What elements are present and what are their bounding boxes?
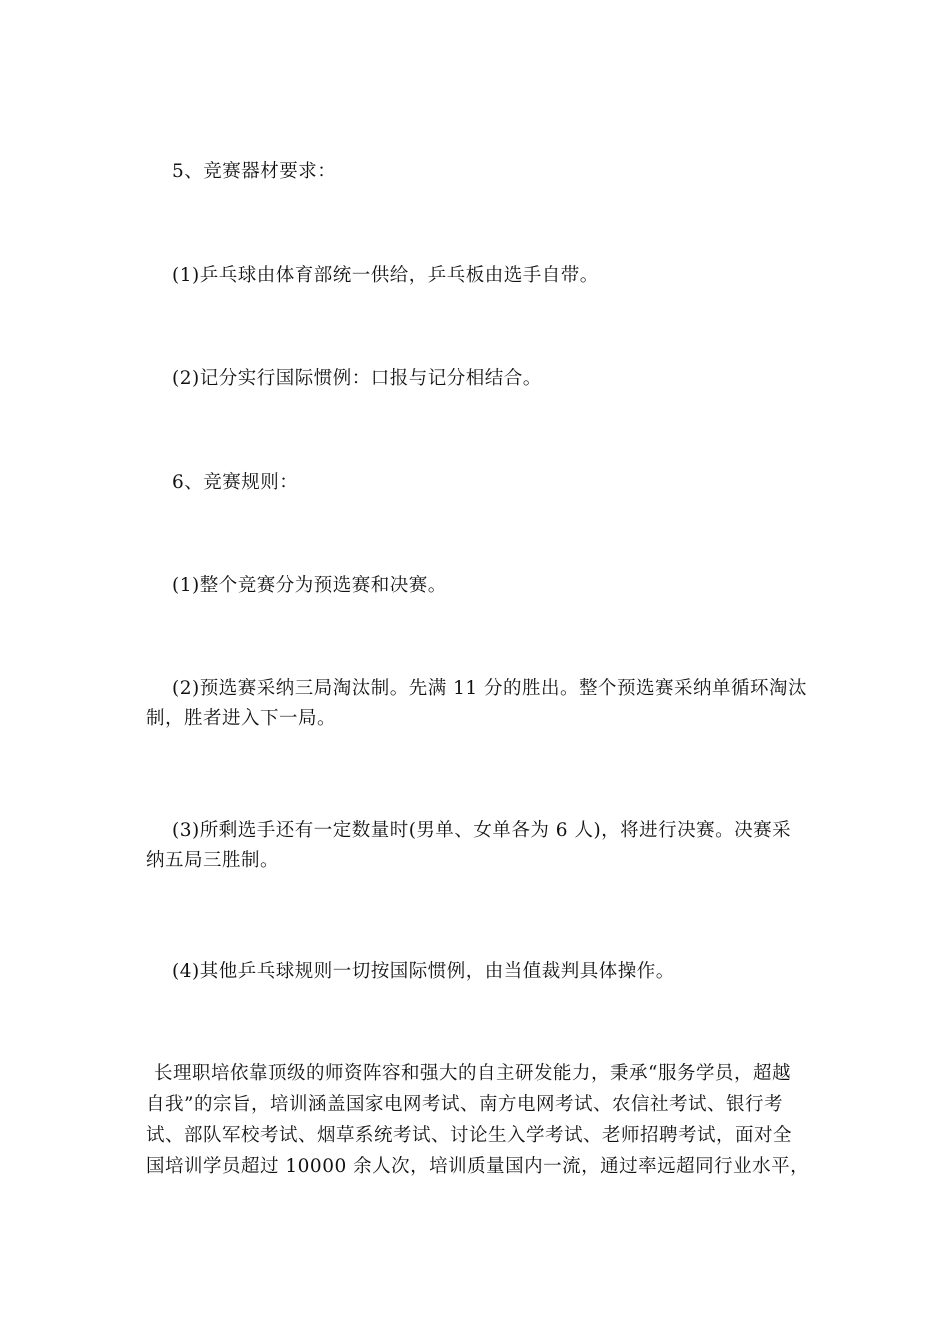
- section6-item-2-line-2: 制，胜者进入下一局。: [146, 708, 337, 729]
- section5-item-1: (1)乒乓球由体育部统一供给，乒乓板由选手自带。: [172, 265, 599, 286]
- section6-item-2: [146, 677, 807, 737]
- section6-item-2-line-1: (2)预选赛采纳三局淘汰制。先满 11 分的胜出。整个预选赛采纳单循环淘汰: [172, 678, 808, 699]
- promo-line-2: 自我”的宗旨，培训涵盖国家电网考试、南方电网考试、农信社考试、银行考: [146, 1094, 783, 1115]
- promo-paragraph: [146, 1062, 809, 1186]
- promo-line-1: 长理职培依靠顶级的师资阵容和强大的自主研发能力，秉承“服务学员，超越: [154, 1063, 791, 1084]
- section6-item-1: (1)整个竞赛分为预选赛和决赛。: [172, 575, 447, 596]
- section6-item-3-line-1: (3)所剩选手还有一定数量时(男单、女单各为 6 人)，将进行决赛。决赛采: [172, 820, 792, 841]
- promo-line-4: 国培训学员超过 10000 余人次，培训质量国内一流，通过率远超同行业水平，: [146, 1156, 810, 1177]
- section6-item-4: (4)其他乒乓球规则一切按国际惯例，由当值裁判具体操作。: [172, 961, 675, 982]
- section6-item-3: [146, 819, 791, 879]
- section6-item-3-line-2: 纳五局三胜制。: [146, 850, 280, 871]
- section5-item-2: (2)记分实行国际惯例：口报与记分相结合。: [172, 368, 542, 389]
- section6-heading: 6、竞赛规则：: [172, 472, 299, 493]
- promo-line-3: 试、部队军校考试、烟草系统考试、讨论生入学考试、老师招聘考试，面对全: [146, 1125, 793, 1146]
- section5-heading: 5、竞赛器材要求：: [172, 161, 337, 182]
